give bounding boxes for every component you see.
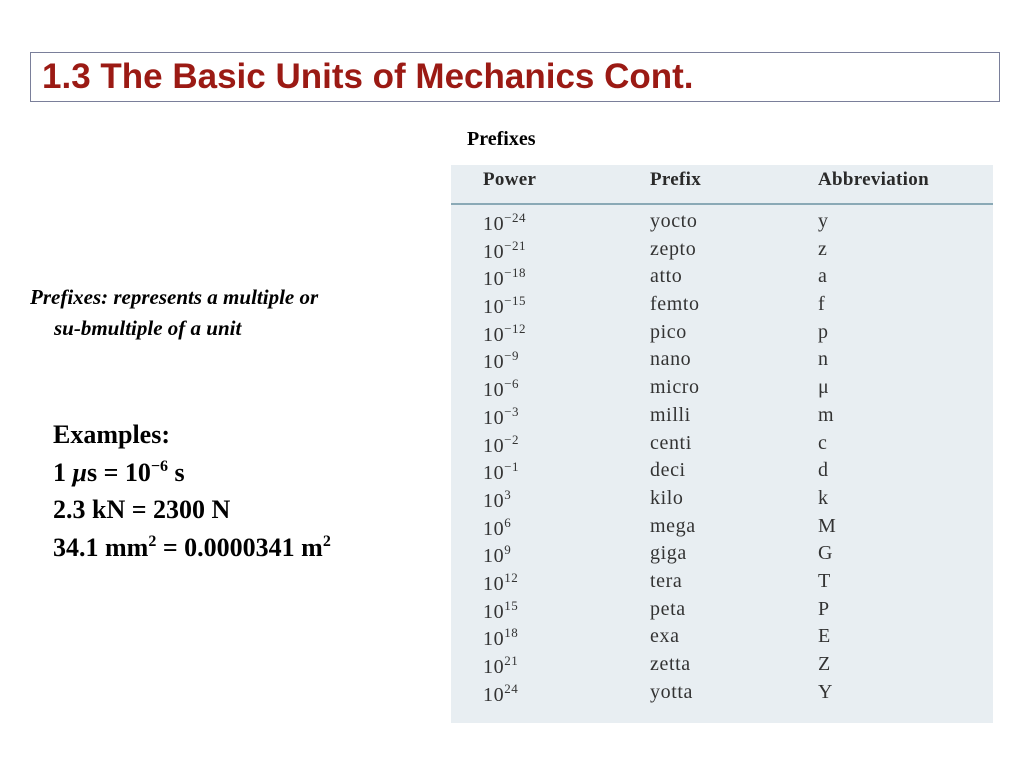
definition-line-1: Prefixes: represents a multiple or: [30, 285, 319, 309]
power-exponent: 15: [504, 597, 519, 613]
power-exponent: −21: [504, 237, 527, 253]
example-3-left: 34.1 mm: [53, 532, 149, 562]
power-base: 10: [483, 296, 505, 319]
definition-line-2: su-bmultiple of a unit: [54, 316, 242, 340]
cell-power: [483, 542, 511, 568]
cell-power: [483, 625, 518, 651]
power-exponent: 6: [504, 514, 512, 530]
cell-power: [483, 265, 526, 291]
cell-abbreviation: d: [818, 459, 829, 482]
cell-abbreviation: p: [818, 320, 829, 343]
cell-power: [483, 238, 526, 264]
table-row: [451, 320, 993, 348]
table-row: [451, 486, 993, 514]
power-base: 10: [483, 683, 505, 706]
power-base: 10: [483, 462, 505, 485]
table-row: [451, 237, 993, 265]
example-3-exponent-1: 2: [148, 532, 157, 550]
power-exponent: 12: [504, 569, 519, 585]
example-1: [53, 454, 331, 492]
power-exponent: −1: [504, 459, 520, 475]
power-base: 10: [483, 656, 505, 678]
cell-abbreviation: m: [818, 403, 835, 426]
cell-abbreviation: P: [818, 597, 830, 620]
cell-abbreviation: k: [818, 486, 829, 509]
power-base: 10: [483, 379, 505, 402]
power-base: 10: [483, 489, 505, 512]
cell-power: [483, 459, 519, 485]
slide-title: 1.3 The Basic Units of Mechanics Cont.: [42, 57, 694, 96]
cell-prefix: zepto: [650, 237, 697, 260]
cell-prefix: mega: [650, 514, 696, 537]
table-row: [451, 375, 993, 403]
cell-power: [483, 348, 519, 374]
power-base: 10: [483, 517, 505, 540]
example-3: [53, 529, 331, 567]
table-caption: Prefixes: [467, 128, 536, 150]
cell-prefix: giga: [650, 542, 687, 565]
power-exponent: −15: [504, 293, 527, 309]
power-exponent: −9: [504, 348, 520, 364]
cell-abbreviation: E: [818, 625, 831, 648]
table-row: [451, 514, 993, 542]
cell-prefix: peta: [650, 597, 686, 620]
cell-prefix: atto: [650, 265, 683, 288]
cell-prefix: zetta: [650, 653, 691, 675]
cell-abbreviation: Y: [818, 680, 834, 703]
cell-prefix: micro: [650, 376, 700, 399]
table-header-row: [451, 165, 993, 205]
cell-prefix: deci: [650, 459, 686, 482]
power-exponent: −18: [504, 265, 527, 281]
cell-power: [483, 293, 526, 319]
power-base: 10: [483, 268, 505, 291]
cell-abbreviation: a: [818, 265, 828, 288]
table-row: [451, 209, 993, 237]
example-3-right: = 0.0000341 m: [156, 532, 323, 562]
examples-heading: Examples:: [53, 420, 170, 449]
example-1-rest: s = 10: [86, 457, 151, 487]
example-1-tail: s: [168, 457, 185, 487]
table-row: [451, 680, 993, 708]
header-power: Power: [483, 169, 537, 190]
header-prefix: Prefix: [650, 169, 702, 190]
examples-block: [53, 416, 331, 566]
cell-prefix: yocto: [650, 210, 698, 232]
power-base: 10: [483, 434, 505, 457]
cell-abbreviation: f: [818, 293, 826, 316]
table-row: [451, 264, 993, 292]
power-exponent: 3: [504, 486, 512, 502]
table-row: [451, 541, 993, 569]
cell-abbreviation: T: [818, 569, 831, 592]
power-exponent: 24: [504, 680, 519, 696]
example-1-exponent: −6: [150, 457, 169, 475]
example-3-exponent-2: 2: [322, 532, 331, 550]
table-row: [451, 569, 993, 597]
title-box: [30, 52, 1000, 102]
power-exponent: −12: [504, 320, 527, 336]
power-base: 10: [483, 600, 505, 623]
cell-abbreviation: y: [818, 210, 829, 232]
cell-power: [483, 321, 526, 347]
table-row: [451, 458, 993, 486]
table-row: [451, 292, 993, 320]
cell-power: [483, 376, 519, 402]
power-base: 10: [483, 572, 505, 595]
power-exponent: −2: [504, 431, 520, 447]
cell-prefix: femto: [650, 293, 700, 316]
table-row: [451, 347, 993, 375]
example-1-mu: μ: [72, 457, 87, 487]
prefix-table: [451, 165, 993, 723]
power-base: 10: [483, 323, 505, 346]
cell-prefix: exa: [650, 625, 680, 648]
cell-abbreviation: M: [818, 514, 837, 537]
cell-power: [483, 210, 526, 236]
cell-prefix: pico: [650, 320, 687, 343]
power-base: 10: [483, 351, 505, 374]
cell-power: [483, 653, 518, 679]
table-row: [451, 403, 993, 431]
cell-prefix: tera: [650, 569, 683, 592]
cell-prefix: centi: [650, 431, 692, 454]
cell-power: [483, 681, 518, 707]
cell-power: [483, 515, 511, 541]
cell-power: [483, 487, 511, 513]
table-body: [451, 209, 993, 707]
power-base: 10: [483, 213, 505, 235]
cell-prefix: milli: [650, 403, 691, 426]
power-base: 10: [483, 545, 505, 568]
example-1-lead: 1: [53, 457, 73, 487]
cell-power: [483, 432, 519, 458]
cell-prefix: nano: [650, 348, 692, 371]
power-base: 10: [483, 406, 505, 429]
power-exponent: 18: [504, 625, 519, 641]
cell-power: [483, 598, 518, 624]
cell-power: [483, 570, 518, 596]
cell-abbreviation: z: [818, 237, 828, 260]
table-row: [451, 597, 993, 625]
power-exponent: −6: [504, 376, 520, 392]
power-base: 10: [483, 628, 505, 651]
cell-abbreviation: μ: [818, 376, 830, 399]
cell-prefix: kilo: [650, 486, 684, 509]
definition-text: [30, 282, 440, 344]
table-row: [451, 431, 993, 459]
table-row: [451, 624, 993, 652]
cell-power: [483, 404, 519, 430]
header-abbreviation: Abbreviation: [818, 169, 929, 190]
cell-abbreviation: G: [818, 542, 834, 565]
power-exponent: 21: [504, 653, 519, 668]
cell-prefix: yotta: [650, 680, 693, 703]
cell-abbreviation: n: [818, 348, 829, 371]
power-base: 10: [483, 240, 505, 263]
power-exponent: −24: [504, 210, 527, 225]
power-exponent: 9: [504, 542, 512, 558]
table-row: [451, 652, 993, 680]
cell-abbreviation: Z: [818, 653, 831, 675]
power-exponent: −3: [504, 403, 520, 419]
example-2: 2.3 kN = 2300 N: [53, 495, 231, 524]
cell-abbreviation: c: [818, 431, 828, 454]
